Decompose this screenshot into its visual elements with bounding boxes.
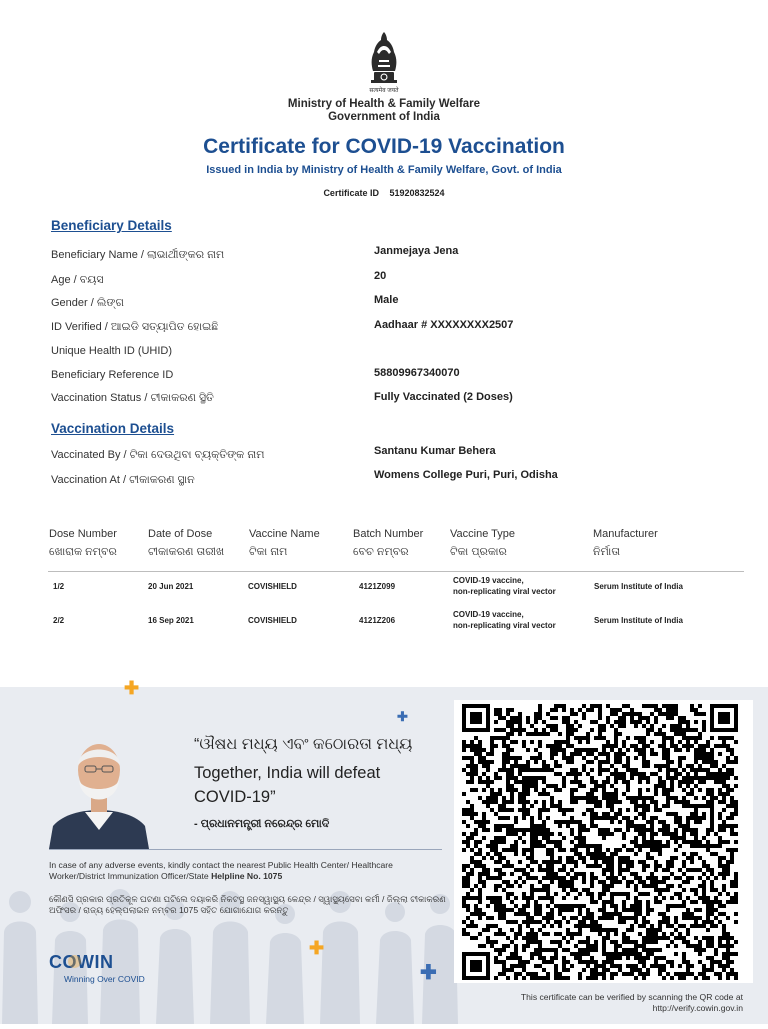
beneficiary-reference-id-value: 58809967340070 [374,367,460,379]
dose-1-date: 20 Jun 2021 [148,582,194,591]
th-vaccine-name-en: Vaccine Name [249,528,320,540]
certificate-id-value: 51920832524 [389,188,445,198]
age-value: 20 [374,270,387,282]
vaccination-at-label: Vaccination At / ଟୀକାକରଣ ସ୍ଥାନ [51,474,195,486]
beneficiary-name-value: Janmejaya Jena [374,245,459,257]
quote-odia: “ଔଷଧ ମଧ୍ୟ ଏବଂ କଠୋରତା ମଧ୍ୟ [194,736,413,753]
cowin-logo-text: COWIN [49,952,114,972]
th-manufacturer-en: Manufacturer [593,528,658,540]
verification-url[interactable]: http://verify.cowin.gov.in [652,1003,743,1013]
issued-by: Issued in India by Ministry of Health & Family Welfare, Govt. of India [206,164,562,176]
dose-2-vaccine-type-line1: COVID-19 vaccine, [453,610,524,619]
qr-code-frame[interactable] [454,700,753,983]
th-vaccine-name-od: ଟିକା ନାମ [249,546,288,558]
age-label: Age / ବୟସ [51,274,104,286]
th-manufacturer-od: ନିର୍ମାତା [593,546,621,558]
plus-decoration-blue-1: ✚ [397,709,408,724]
quote-signature: - ପ୍ରଧାନମନ୍ତ୍ରୀ ନରେନ୍ଦ୍ର ମୋଦି [194,818,330,830]
dose-1-vaccine-name: COVISHIELD [248,582,297,591]
beneficiary-details-heading: Beneficiary Details [51,218,172,233]
dose-2-number: 2/2 [53,616,65,625]
vaccination-details-heading: Vaccination Details [51,421,175,436]
vaccination-status-value: Fully Vaccinated (2 Doses) [374,391,513,403]
uhid-label: Unique Health ID (UHID) [51,345,173,357]
ministry-label: Ministry of Health & Family Welfare [287,98,481,110]
th-batch-number-od: ବେଚ ନମ୍ବର [353,546,409,558]
th-dose-number-od: ଖୋରାକ ନମ୍ବର [49,546,117,558]
dose-2-manufacturer: Serum Institute of India [594,616,683,625]
ministry-name [0,98,768,124]
beneficiary-reference-id-label: Beneficiary Reference ID [51,369,174,381]
vaccinated-by-label: Vaccinated By / ଟିକା ଦେଉଥିବା ବ୍ୟକ୍ତିଙ୍କ ନାମ [51,449,265,461]
cowin-logo [49,952,114,973]
th-batch-number [353,525,423,561]
dose-1-vaccine-type-line2: non-replicating viral vector [453,587,556,596]
certificate-title: Certificate for COVID-19 Vaccination [203,135,565,158]
adverse-events-text: In case of any adverse events, kindly contact the nearest Public Health Center/ Healthcare Worker/District Immunization Officer/State [49,860,393,881]
th-date-of-dose [148,525,224,561]
vaccinated-by-value: Santanu Kumar Behera [374,445,496,457]
cowin-tagline: Winning Over COVID [64,974,145,984]
dose-2-vaccine-type [453,609,556,631]
th-date-of-dose-en: Date of Dose [148,528,213,540]
plus-decoration-orange-2: ✚ [309,938,325,958]
vaccination-at-value: Womens College Puri, Puri, Odisha [374,469,558,481]
plus-decoration-orange-1: ✚ [124,678,140,698]
prime-minister-photo [49,730,149,849]
th-batch-number-en: Batch Number [353,528,424,540]
adverse-events-notice [49,860,449,882]
certificate-id-label: Certificate ID [323,188,379,198]
adverse-events-notice-odia: କୌଣସି ପ୍ରକାର ପ୍ରତିକୂଳ ଘଟଣା ଘଟିଲେ ଦୟାକରି ନିକଟସ୍ଥ ଜନସ୍ୱାସ୍ଥ୍ୟ କେନ୍ଦ୍ର / ସ୍ୱାସ୍ଥ୍ୟସେବା କର୍ମୀ / ଜିଲ୍ଲା ଟୀକାକରଣ ଅଫିସର / ରାଜ୍ୟ ହେଲ୍ପଲାଇନ ନମ୍ବର 1075 ସହିତ ଯୋଗାଯୋଗ କରନ୍ତୁ [49,894,446,915]
dose-1-vaccine-type [453,575,556,597]
dose-1-manufacturer: Serum Institute of India [594,582,683,591]
verification-qr-code[interactable] [454,700,753,983]
id-verified-value: Aadhaar # XXXXXXXX2507 [374,319,514,331]
th-dose-number-en: Dose Number [49,528,117,540]
dose-2-date: 16 Sep 2021 [148,616,194,625]
quote-english: Together, India will defeat COVID-19” [194,764,381,806]
government-label: Government of India [328,111,440,123]
certificate-id-line [0,188,768,198]
th-vaccine-name [249,525,320,561]
gender-value: Male [374,294,399,306]
verification-note-line1: This certificate can be verified by scanning the QR code at [520,992,743,1002]
th-date-of-dose-od: ଟୀକାକରଣ ତାରୀଖ [148,546,225,558]
th-vaccine-type-en: Vaccine Type [450,528,516,540]
national-emblem-icon [359,24,409,96]
verification-note [440,992,743,1014]
beneficiary-name-label: Beneficiary Name / ଲାଭାର୍ଥୀଙ୍କର ନାମ [51,249,225,261]
dose-1-batch: 4121Z099 [359,582,396,591]
dose-2-batch: 4121Z206 [359,616,396,625]
vaccination-status-label: Vaccination Status / ଟୀକାକରଣ ସ୍ଥିତି [51,392,214,404]
th-dose-number [49,525,117,561]
dose-2-vaccine-type-line2: non-replicating viral vector [453,621,556,630]
gender-label: Gender / ଲିଙ୍ଗ [51,297,124,309]
id-verified-label: ID Verified / ଆଇଡି ସତ୍ୟାପିତ ହୋଇଛି [51,321,219,333]
th-vaccine-type-od: ଟିକା ପ୍ରକାର [450,546,507,558]
cowin-logo-plus-icon [68,955,81,968]
plus-decoration-blue-2: ✚ [420,962,437,984]
helpline-number: Helpline No. 1075 [211,871,283,881]
dose-1-vaccine-type-line1: COVID-19 vaccine, [453,576,524,585]
th-manufacturer [593,525,658,561]
footer-divider [49,849,442,850]
th-vaccine-type [450,525,515,561]
dose-2-vaccine-name: COVISHIELD [248,616,297,625]
emblem-motto: सत्यमेव जयते [369,88,399,94]
dose-1-number: 1/2 [53,582,65,591]
table-divider [48,571,744,572]
